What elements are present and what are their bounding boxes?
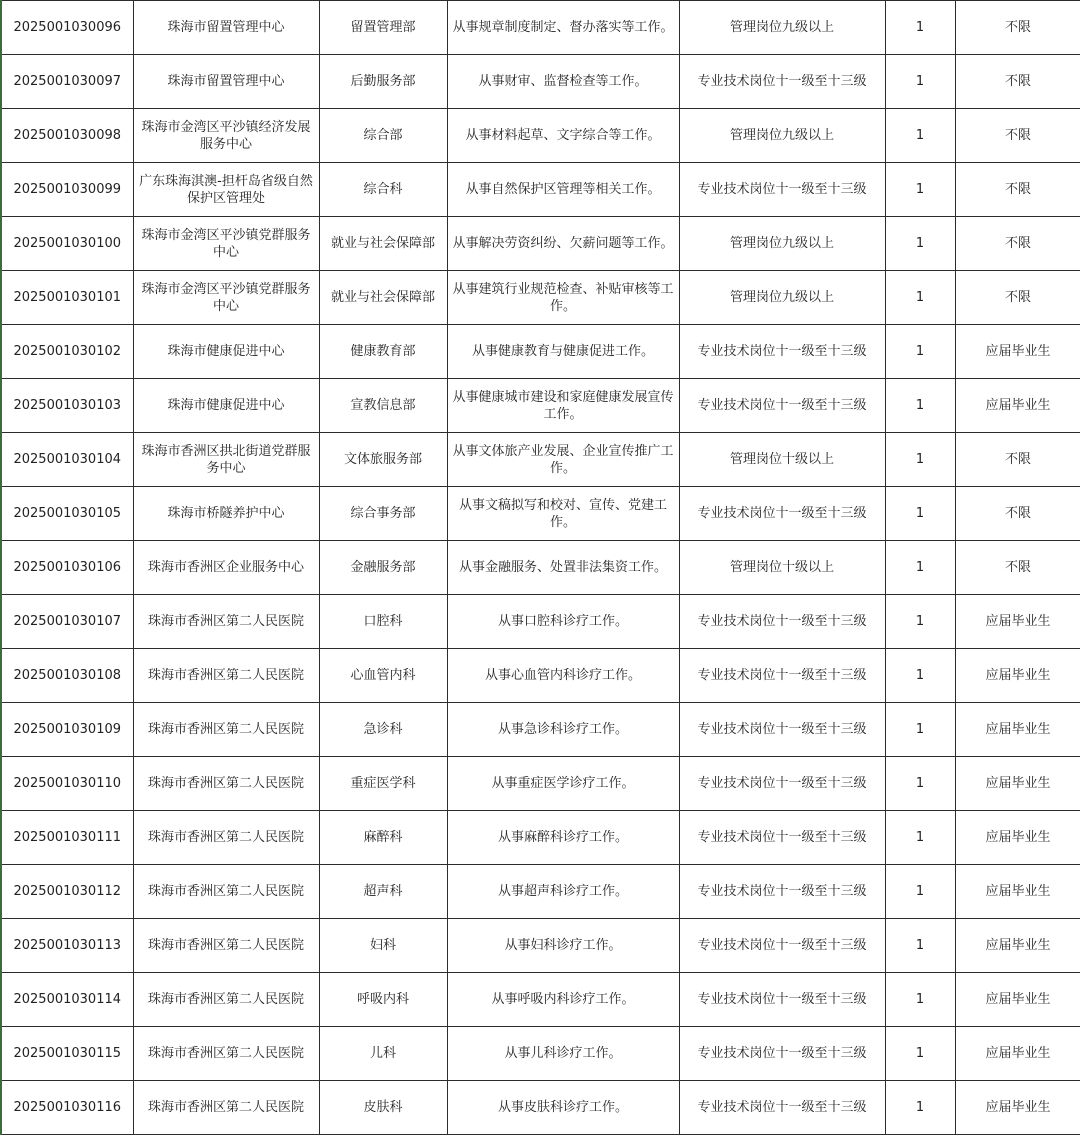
headcount-cell: 1 [885, 1081, 955, 1135]
post-level-cell: 专业技术岗位十一级至十三级 [679, 487, 885, 541]
table-row [1, 433, 1080, 487]
employer-unit-cell: 珠海市香洲区第二人民医院 [133, 595, 319, 649]
headcount-cell: 1 [885, 1, 955, 55]
post-level-cell: 管理岗位九级以上 [679, 271, 885, 325]
headcount-cell: 1 [885, 703, 955, 757]
position-code-cell: 2025001030101 [1, 271, 133, 325]
headcount-cell: 1 [885, 55, 955, 109]
job-duty-cell: 从事建筑行业规范检查、补贴审核等工作。 [447, 271, 679, 325]
department-cell: 妇科 [319, 919, 447, 973]
post-level-cell: 专业技术岗位十一级至十三级 [679, 325, 885, 379]
candidate-requirement-cell: 不限 [955, 541, 1080, 595]
employer-unit-cell: 珠海市桥隧养护中心 [133, 487, 319, 541]
employer-unit-cell: 珠海市金湾区平沙镇党群服务中心 [133, 217, 319, 271]
headcount-cell: 1 [885, 1027, 955, 1081]
candidate-requirement-cell: 不限 [955, 271, 1080, 325]
table-row [1, 163, 1080, 217]
table-row [1, 865, 1080, 919]
employer-unit-cell: 珠海市香洲区第二人民医院 [133, 649, 319, 703]
employer-unit-cell: 珠海市香洲区第二人民医院 [133, 919, 319, 973]
post-level-cell: 管理岗位九级以上 [679, 1, 885, 55]
job-duty-cell: 从事健康教育与健康促进工作。 [447, 325, 679, 379]
job-duty-cell: 从事呼吸内科诊疗工作。 [447, 973, 679, 1027]
table-row [1, 325, 1080, 379]
table-row [1, 379, 1080, 433]
candidate-requirement-cell: 不限 [955, 1, 1080, 55]
candidate-requirement-cell: 应届毕业生 [955, 973, 1080, 1027]
candidate-requirement-cell: 应届毕业生 [955, 919, 1080, 973]
job-duty-cell: 从事文稿拟写和校对、宣传、党建工作。 [447, 487, 679, 541]
position-code-cell: 2025001030099 [1, 163, 133, 217]
employer-unit-cell: 珠海市香洲区企业服务中心 [133, 541, 319, 595]
candidate-requirement-cell: 应届毕业生 [955, 811, 1080, 865]
department-cell: 宣教信息部 [319, 379, 447, 433]
post-level-cell: 专业技术岗位十一级至十三级 [679, 163, 885, 217]
post-level-cell: 专业技术岗位十一级至十三级 [679, 1081, 885, 1135]
post-level-cell: 管理岗位十级以上 [679, 433, 885, 487]
department-cell: 口腔科 [319, 595, 447, 649]
headcount-cell: 1 [885, 865, 955, 919]
employer-unit-cell: 珠海市香洲区第二人民医院 [133, 1081, 319, 1135]
position-code-cell: 2025001030115 [1, 1027, 133, 1081]
job-duty-cell: 从事材料起草、文字综合等工作。 [447, 109, 679, 163]
employer-unit-cell: 珠海市香洲区第二人民医院 [133, 865, 319, 919]
job-duty-cell: 从事自然保护区管理等相关工作。 [447, 163, 679, 217]
post-level-cell: 专业技术岗位十一级至十三级 [679, 649, 885, 703]
post-level-cell: 专业技术岗位十一级至十三级 [679, 595, 885, 649]
headcount-cell: 1 [885, 811, 955, 865]
employer-unit-cell: 广东珠海淇澳-担杆岛省级自然保护区管理处 [133, 163, 319, 217]
position-code-cell: 2025001030100 [1, 217, 133, 271]
job-duty-cell: 从事健康城市建设和家庭健康发展宣传工作。 [447, 379, 679, 433]
position-code-cell: 2025001030097 [1, 55, 133, 109]
position-code-cell: 2025001030113 [1, 919, 133, 973]
table-row [1, 55, 1080, 109]
post-level-cell: 管理岗位十级以上 [679, 541, 885, 595]
department-cell: 文体旅服务部 [319, 433, 447, 487]
department-cell: 就业与社会保障部 [319, 217, 447, 271]
department-cell: 综合科 [319, 163, 447, 217]
employer-unit-cell: 珠海市香洲区第二人民医院 [133, 811, 319, 865]
headcount-cell: 1 [885, 757, 955, 811]
candidate-requirement-cell: 不限 [955, 55, 1080, 109]
department-cell: 综合部 [319, 109, 447, 163]
job-duty-cell: 从事儿科诊疗工作。 [447, 1027, 679, 1081]
job-duty-cell: 从事口腔科诊疗工作。 [447, 595, 679, 649]
position-code-cell: 2025001030108 [1, 649, 133, 703]
candidate-requirement-cell: 不限 [955, 109, 1080, 163]
post-level-cell: 专业技术岗位十一级至十三级 [679, 757, 885, 811]
position-code-cell: 2025001030096 [1, 1, 133, 55]
post-level-cell: 专业技术岗位十一级至十三级 [679, 1027, 885, 1081]
job-duty-cell: 从事妇科诊疗工作。 [447, 919, 679, 973]
candidate-requirement-cell: 应届毕业生 [955, 865, 1080, 919]
table-row [1, 973, 1080, 1027]
position-code-cell: 2025001030102 [1, 325, 133, 379]
candidate-requirement-cell: 不限 [955, 217, 1080, 271]
employer-unit-cell: 珠海市留置管理中心 [133, 55, 319, 109]
employer-unit-cell: 珠海市金湾区平沙镇经济发展服务中心 [133, 109, 319, 163]
employer-unit-cell: 珠海市香洲区第二人民医院 [133, 973, 319, 1027]
department-cell: 重症医学科 [319, 757, 447, 811]
table-row [1, 811, 1080, 865]
position-code-cell: 2025001030116 [1, 1081, 133, 1135]
candidate-requirement-cell: 应届毕业生 [955, 325, 1080, 379]
position-code-cell: 2025001030114 [1, 973, 133, 1027]
employer-unit-cell: 珠海市香洲区拱北街道党群服务中心 [133, 433, 319, 487]
candidate-requirement-cell: 应届毕业生 [955, 379, 1080, 433]
job-duty-cell: 从事财审、监督检查等工作。 [447, 55, 679, 109]
department-cell: 麻醉科 [319, 811, 447, 865]
post-level-cell: 专业技术岗位十一级至十三级 [679, 865, 885, 919]
table-row [1, 487, 1080, 541]
department-cell: 急诊科 [319, 703, 447, 757]
department-cell: 金融服务部 [319, 541, 447, 595]
headcount-cell: 1 [885, 379, 955, 433]
headcount-cell: 1 [885, 109, 955, 163]
candidate-requirement-cell: 不限 [955, 487, 1080, 541]
candidate-requirement-cell: 不限 [955, 433, 1080, 487]
department-cell: 心血管内科 [319, 649, 447, 703]
position-code-cell: 2025001030098 [1, 109, 133, 163]
employer-unit-cell: 珠海市健康促进中心 [133, 379, 319, 433]
department-cell: 儿科 [319, 1027, 447, 1081]
table-row [1, 109, 1080, 163]
employer-unit-cell: 珠海市留置管理中心 [133, 1, 319, 55]
department-cell: 超声科 [319, 865, 447, 919]
headcount-cell: 1 [885, 217, 955, 271]
candidate-requirement-cell: 不限 [955, 163, 1080, 217]
position-code-cell: 2025001030105 [1, 487, 133, 541]
employer-unit-cell: 珠海市健康促进中心 [133, 325, 319, 379]
post-level-cell: 专业技术岗位十一级至十三级 [679, 811, 885, 865]
job-duty-cell: 从事金融服务、处置非法集资工作。 [447, 541, 679, 595]
job-duty-cell: 从事文体旅产业发展、企业宣传推广工作。 [447, 433, 679, 487]
table-row [1, 541, 1080, 595]
candidate-requirement-cell: 应届毕业生 [955, 595, 1080, 649]
position-table-body [1, 1, 1080, 1135]
post-level-cell: 专业技术岗位十一级至十三级 [679, 919, 885, 973]
department-cell: 留置管理部 [319, 1, 447, 55]
post-level-cell: 专业技术岗位十一级至十三级 [679, 973, 885, 1027]
candidate-requirement-cell: 应届毕业生 [955, 649, 1080, 703]
department-cell: 皮肤科 [319, 1081, 447, 1135]
position-code-cell: 2025001030107 [1, 595, 133, 649]
department-cell: 呼吸内科 [319, 973, 447, 1027]
post-level-cell: 专业技术岗位十一级至十三级 [679, 379, 885, 433]
job-duty-cell: 从事超声科诊疗工作。 [447, 865, 679, 919]
employer-unit-cell: 珠海市香洲区第二人民医院 [133, 757, 319, 811]
table-row [1, 919, 1080, 973]
table-row [1, 595, 1080, 649]
department-cell: 综合事务部 [319, 487, 447, 541]
employer-unit-cell: 珠海市金湾区平沙镇党群服务中心 [133, 271, 319, 325]
position-code-cell: 2025001030112 [1, 865, 133, 919]
job-duty-cell: 从事重症医学诊疗工作。 [447, 757, 679, 811]
table-row [1, 703, 1080, 757]
candidate-requirement-cell: 应届毕业生 [955, 1081, 1080, 1135]
headcount-cell: 1 [885, 541, 955, 595]
table-row [1, 217, 1080, 271]
job-duty-cell: 从事麻醉科诊疗工作。 [447, 811, 679, 865]
headcount-cell: 1 [885, 271, 955, 325]
position-code-cell: 2025001030109 [1, 703, 133, 757]
headcount-cell: 1 [885, 649, 955, 703]
employer-unit-cell: 珠海市香洲区第二人民医院 [133, 1027, 319, 1081]
table-row [1, 1, 1080, 55]
headcount-cell: 1 [885, 433, 955, 487]
position-code-cell: 2025001030106 [1, 541, 133, 595]
job-duty-cell: 从事规章制度制定、督办落实等工作。 [447, 1, 679, 55]
table-row [1, 1081, 1080, 1135]
department-cell: 健康教育部 [319, 325, 447, 379]
position-code-cell: 2025001030104 [1, 433, 133, 487]
headcount-cell: 1 [885, 487, 955, 541]
position-code-cell: 2025001030110 [1, 757, 133, 811]
department-cell: 就业与社会保障部 [319, 271, 447, 325]
headcount-cell: 1 [885, 919, 955, 973]
position-code-cell: 2025001030111 [1, 811, 133, 865]
department-cell: 后勤服务部 [319, 55, 447, 109]
headcount-cell: 1 [885, 973, 955, 1027]
table-row [1, 271, 1080, 325]
post-level-cell: 专业技术岗位十一级至十三级 [679, 55, 885, 109]
post-level-cell: 管理岗位九级以上 [679, 217, 885, 271]
job-duty-cell: 从事解决劳资纠纷、欠薪问题等工作。 [447, 217, 679, 271]
job-duty-cell: 从事急诊科诊疗工作。 [447, 703, 679, 757]
job-duty-cell: 从事心血管内科诊疗工作。 [447, 649, 679, 703]
table-row [1, 757, 1080, 811]
employer-unit-cell: 珠海市香洲区第二人民医院 [133, 703, 319, 757]
headcount-cell: 1 [885, 163, 955, 217]
post-level-cell: 管理岗位九级以上 [679, 109, 885, 163]
headcount-cell: 1 [885, 325, 955, 379]
candidate-requirement-cell: 应届毕业生 [955, 757, 1080, 811]
post-level-cell: 专业技术岗位十一级至十三级 [679, 703, 885, 757]
table-row [1, 1027, 1080, 1081]
candidate-requirement-cell: 应届毕业生 [955, 703, 1080, 757]
table-row [1, 649, 1080, 703]
position-code-cell: 2025001030103 [1, 379, 133, 433]
candidate-requirement-cell: 应届毕业生 [955, 1027, 1080, 1081]
headcount-cell: 1 [885, 595, 955, 649]
job-duty-cell: 从事皮肤科诊疗工作。 [447, 1081, 679, 1135]
